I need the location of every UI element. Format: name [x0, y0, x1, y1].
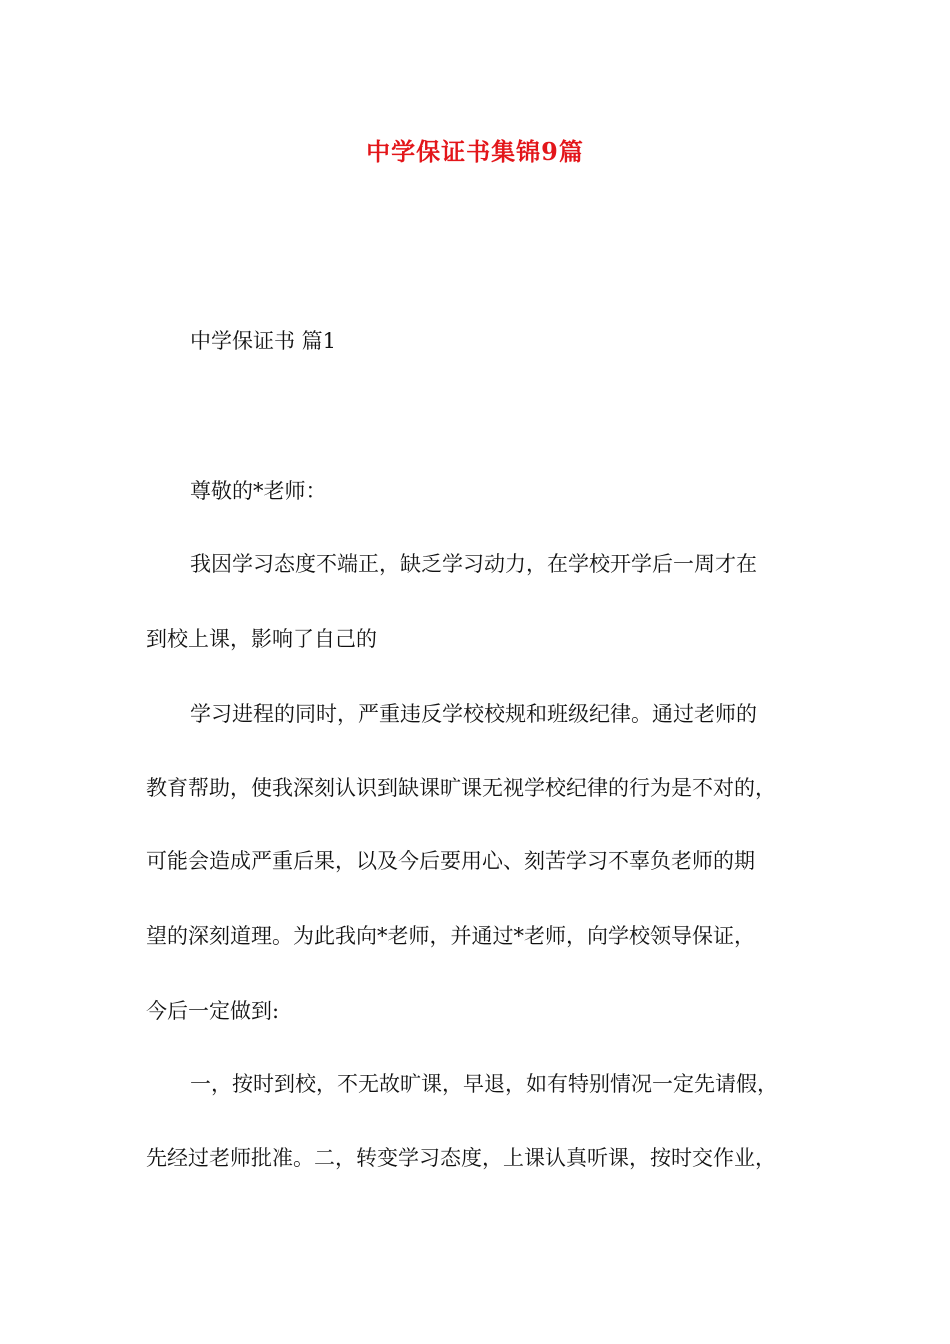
body-line: 教育帮助，使我深刻认识到缺课旷课无视学校纪律的行为是不对的， [146, 776, 776, 800]
body-line: 我因学习态度不端正，缺乏学习动力，在学校开学后一周才在 [190, 552, 757, 576]
section-heading: 中学保证书 篇1 [190, 329, 337, 353]
body-line: 望的深刻道理。为此我向*老师，并通过*老师，向学校领导保证， [146, 924, 755, 948]
body-line: 学习进程的同时，严重违反学校校规和班级纪律。通过老师的 [190, 702, 757, 726]
body-line: 今后一定做到: [146, 999, 280, 1023]
body-line: 可能会造成严重后果，以及今后要用心、刻苦学习不辜负老师的期 [146, 849, 755, 873]
body-line: 先经过老师批准。二，转变学习态度，上课认真听课，按时交作业， [146, 1146, 776, 1170]
body-line: 一，按时到校，不无故旷课，早退，如有特别情况一定先请假， [190, 1072, 778, 1096]
document-title: 中学保证书集锦9篇 [366, 137, 584, 166]
body-line: 到校上课，影响了自己的 [146, 627, 377, 651]
salutation: 尊敬的*老师： [190, 479, 327, 503]
